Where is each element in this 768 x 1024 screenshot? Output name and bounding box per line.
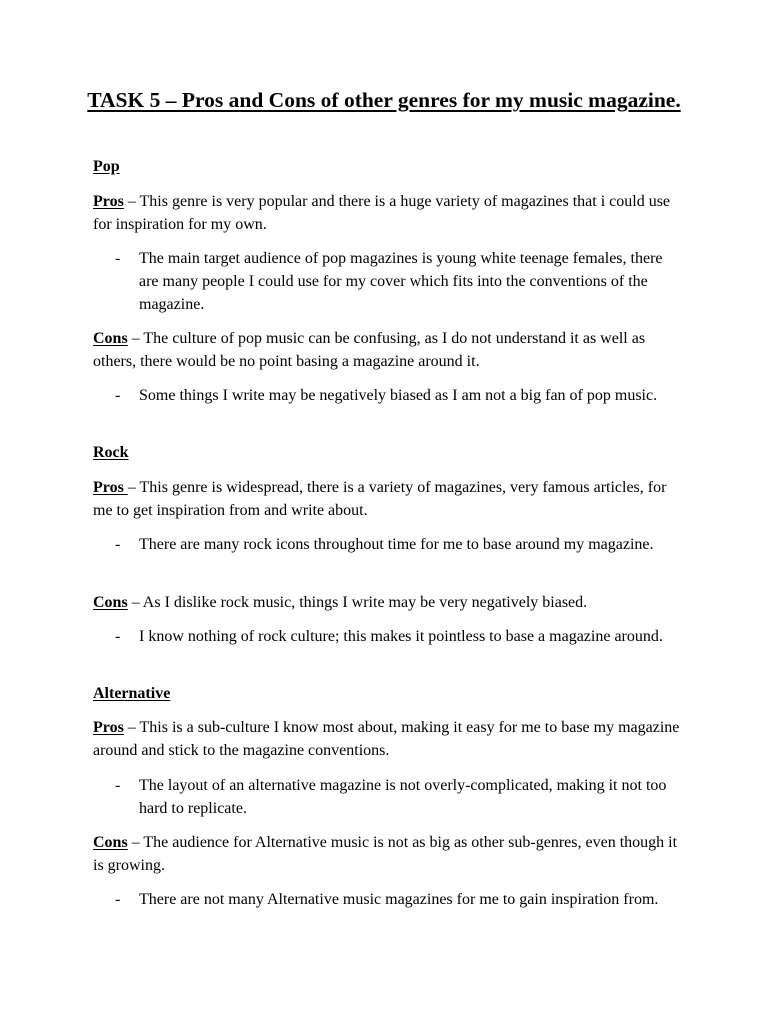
section-heading-alternative: Alternative bbox=[93, 685, 171, 702]
pop-cons-bullet bbox=[115, 384, 685, 407]
alternative-cons-paragraph bbox=[93, 831, 683, 877]
bullet-dash: - bbox=[115, 536, 121, 553]
bullet-dash: - bbox=[115, 628, 121, 645]
section-heading-pop: Pop bbox=[93, 158, 120, 175]
bullet-dash: - bbox=[115, 891, 121, 908]
pop-pros-paragraph bbox=[93, 190, 683, 236]
section-heading-rock: Rock bbox=[93, 444, 129, 461]
pros-text: – This genre is widespread, there is a variety of magazines, very famous articles, for me to get inspiration from and write about. bbox=[93, 479, 667, 519]
document-title: TASK 5 – Pros and Cons of other genres for my music magazine. bbox=[87, 88, 681, 112]
bullet-text: The main target audience of pop magazines is young white teenage females, there are many people I could use for my cover which fits into the conventions of the magazine. bbox=[139, 250, 663, 313]
cons-label: Cons bbox=[93, 330, 128, 347]
alternative-pros-paragraph bbox=[93, 716, 683, 762]
pop-pros-bullet bbox=[115, 247, 685, 316]
bullet-text: I know nothing of rock culture; this makes it pointless to base a magazine around. bbox=[139, 628, 663, 645]
pros-text: – This genre is very popular and there is a huge variety of magazines that i could use for inspiration for my own. bbox=[93, 193, 671, 233]
bullet-dash: - bbox=[115, 250, 121, 267]
bullet-text: There are many rock icons throughout time for me to base around my magazine. bbox=[139, 536, 654, 553]
bullet-text: There are not many Alternative music magazines for me to gain inspiration from. bbox=[139, 891, 659, 908]
pros-label: Pros bbox=[93, 193, 124, 210]
alternative-pros-bullet bbox=[115, 774, 685, 820]
pop-cons-paragraph bbox=[93, 327, 683, 373]
bullet-text: Some things I write may be negatively biased as I am not a big fan of pop music. bbox=[139, 387, 658, 404]
cons-label: Cons bbox=[93, 834, 128, 851]
cons-text: – The culture of pop music can be confusing, as I do not understand it as well as others, there would be no point basing a magazine around it. bbox=[93, 330, 646, 370]
rock-pros-paragraph bbox=[93, 476, 683, 522]
bullet-dash: - bbox=[115, 777, 121, 794]
pros-text: – This is a sub-culture I know most about, making it easy for me to base my magazine around and stick to the magazine conventions. bbox=[93, 719, 680, 759]
cons-text: – The audience for Alternative music is not as big as other sub-genres, even though it is growing. bbox=[93, 834, 678, 874]
bullet-dash: - bbox=[115, 387, 121, 404]
cons-label: Cons bbox=[93, 594, 128, 611]
pros-label: Pros bbox=[93, 719, 124, 736]
pros-label: Pros bbox=[93, 479, 128, 496]
cons-text: – As I dislike rock music, things I write may be very negatively biased. bbox=[127, 594, 588, 611]
rock-cons-bullet bbox=[115, 625, 685, 648]
alternative-cons-bullet bbox=[115, 888, 685, 911]
rock-pros-bullet bbox=[115, 533, 685, 556]
rock-cons-paragraph bbox=[93, 591, 683, 614]
bullet-text: The layout of an alternative magazine is not overly-complicated, making it not too hard to replicate. bbox=[139, 777, 667, 817]
